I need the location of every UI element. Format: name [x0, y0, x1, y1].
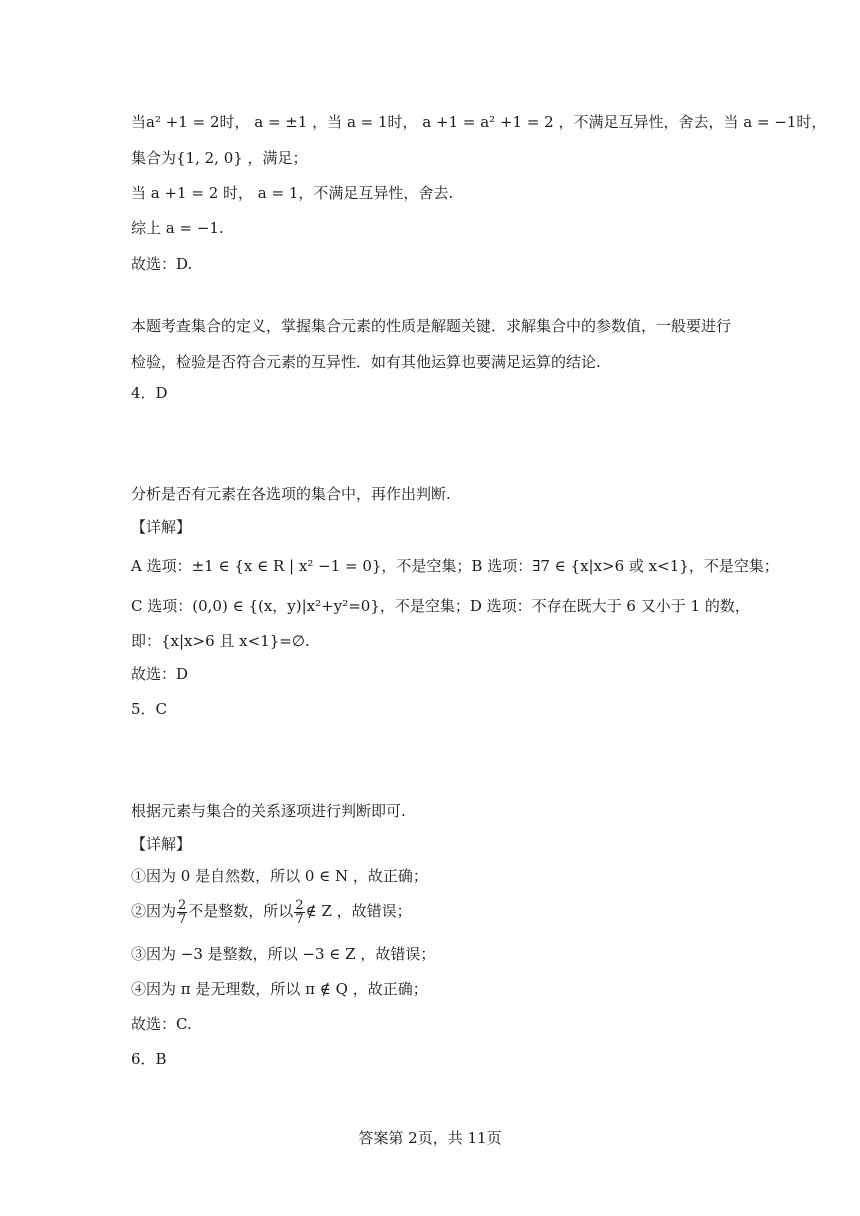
page-footer: 答案第 2页，共 11页	[358, 1129, 502, 1147]
text-line: ①因为 0 是自然数，所以 0 ∈ N ，故正确；	[131, 867, 428, 885]
fraction-numerator: 2	[295, 897, 304, 913]
text-line: 即：{x|x>6 且 x<1}=∅.	[131, 632, 310, 650]
fraction-line-suffix: ∉ Z ，故错误；	[305, 902, 412, 920]
text-line: 故选：D.	[131, 255, 193, 273]
fraction-denominator: 7	[178, 911, 187, 927]
fraction-line-prefix: ②因为	[131, 902, 177, 920]
fraction-line-middle: 不是整数，所以	[188, 902, 294, 920]
text-line: ④因为 π 是无理数，所以 π ∉ Q ，故正确；	[131, 980, 428, 998]
fraction-denominator: 7	[295, 911, 304, 927]
text-line: 故选：C.	[131, 1015, 192, 1033]
text-line: 当 a +1 = 2 时， a = 1，不满足互异性，舍去.	[131, 184, 454, 202]
text-line: 检验，检验是否符合元素的互异性．如有其他运算也要满足运算的结论.	[131, 353, 601, 371]
section-heading: 【详解】	[131, 518, 192, 536]
text-line-fraction	[131, 896, 412, 926]
fraction	[294, 899, 304, 926]
text-line: 本题考查集合的定义，掌握集合元素的性质是解题关键．求解集合中的参数值，一般要进行	[131, 317, 732, 335]
text-line: A 选项：±1 ∈ {x ∈ R | x² −1 = 0}，不是空集；B 选项：∃7 ∈ {x|x>6 或 x<1}，不是空集；	[131, 557, 779, 575]
answer-label: 6．B	[131, 1050, 167, 1068]
text-line: ③因为 −3 是整数，所以 −3 ∈ Z ，故错误；	[131, 945, 436, 963]
text-line: 分析是否有元素在各选项的集合中，再作出判断.	[131, 485, 451, 503]
text-line: 综上 a = −1.	[131, 219, 224, 237]
text-line: 根据元素与集合的关系逐项进行判断即可.	[131, 802, 406, 820]
answer-label: 5．C	[131, 700, 168, 718]
section-heading: 【详解】	[131, 835, 192, 853]
text-line: 集合为{1, 2, 0} ，满足；	[131, 149, 308, 167]
text-line: C 选项：(0,0) ∈ {(x，y)|x²+y²=0}，不是空集；D 选项：不存在既大于 6 又小于 1 的数，	[131, 597, 750, 615]
answer-label: 4．D	[131, 384, 168, 402]
fraction	[177, 899, 187, 926]
text-line: 故选：D	[131, 665, 189, 683]
text-line: 当a² +1 = 2时， a = ±1 ，当 a = 1时， a +1 = a² +1 = 2 ，不满足互异性，舍去，当 a = −1时，	[131, 113, 827, 131]
fraction-numerator: 2	[178, 897, 187, 913]
